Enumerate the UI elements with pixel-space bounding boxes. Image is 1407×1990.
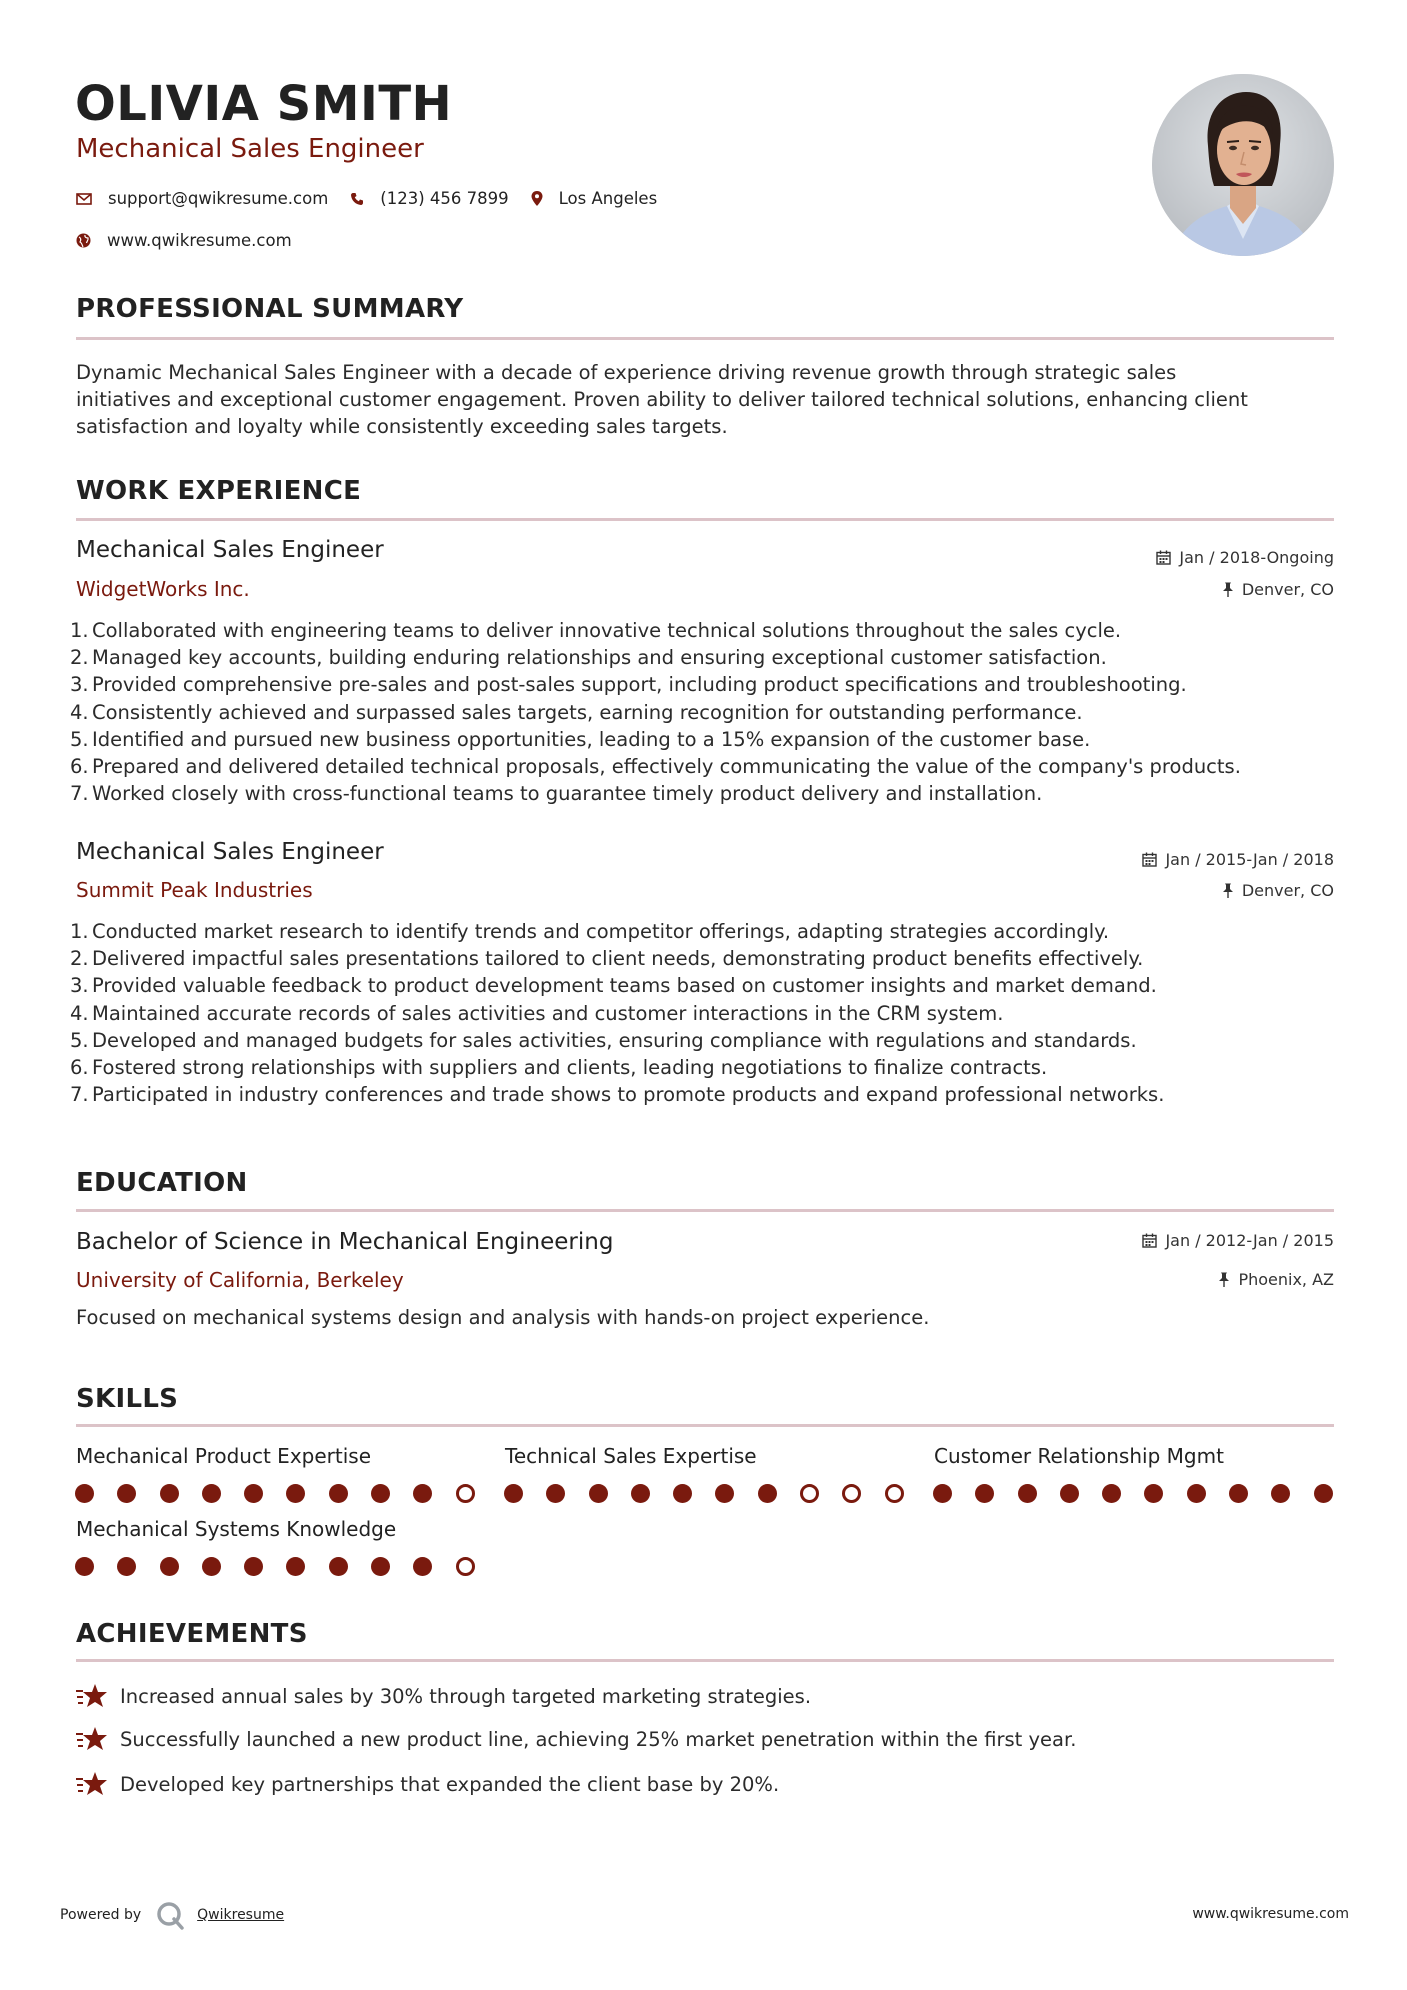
footer-powered-by [60, 1900, 284, 1930]
job-bullet: Participated in industry conferences and trade shows to promote products and expand professional networks. [92, 1083, 1165, 1107]
rating-dot-empty [885, 1484, 904, 1503]
skill-item [505, 1444, 915, 1503]
contact-row-1 [76, 189, 679, 208]
rating-dot-filled [589, 1484, 608, 1503]
job-title: Mechanical Sales Engineer [76, 537, 384, 563]
skill-name: Mechanical Systems Knowledge [76, 1517, 397, 1541]
rating-dot-filled [202, 1557, 221, 1576]
job-location [1222, 580, 1334, 599]
education-location [1218, 1270, 1334, 1289]
envelope-icon [76, 193, 92, 205]
job-location-text: Denver, CO [1241, 580, 1334, 599]
skill-item [76, 1444, 486, 1503]
rating-dot-filled [371, 1484, 390, 1503]
website-item[interactable] [76, 231, 292, 250]
rating-dot-empty [800, 1484, 819, 1503]
profile-photo [1152, 74, 1334, 256]
footer-website[interactable]: www.qwikresume.com [1192, 1906, 1349, 1922]
skill-name: Technical Sales Expertise [505, 1444, 757, 1468]
skills-divider [76, 1424, 1334, 1427]
rating-dot-filled [286, 1557, 305, 1576]
qwikresume-logo-icon [155, 1900, 185, 1930]
job-bullet: Fostered strong relationships with suppliers and clients, leading negotiations to finalize contracts. [92, 1056, 1048, 1080]
rating-dot-filled [1314, 1484, 1333, 1503]
rating-dot-filled [286, 1484, 305, 1503]
job-bullet: Developed and managed budgets for sales activities, ensuring compliance with regulations and standards. [92, 1028, 1137, 1052]
rating-dot-filled [1271, 1484, 1290, 1503]
job-bullets [70, 918, 1350, 1108]
achievement-text: Successfully launched a new product line, achieving 25% market penetration within the first year. [120, 1727, 1077, 1751]
skill-name: Customer Relationship Mgmt [934, 1444, 1224, 1468]
achievement-item [76, 1771, 779, 1797]
job-bullet: Provided valuable feedback to product development teams based on customer insights and market demand. [92, 974, 1157, 998]
skill-rating [504, 1484, 915, 1503]
contact-row-2 [76, 231, 314, 250]
education-location-text: Phoenix, AZ [1238, 1270, 1334, 1289]
job-bullet: Delivered impactful sales presentations tailored to client needs, demonstrating product benefits effectively. [92, 947, 1144, 971]
job-bullet: Collaborated with engineering teams to deliver innovative technical solutions throughout the sales cycle. [92, 619, 1122, 642]
rating-dot-filled [715, 1484, 734, 1503]
rating-dot-filled [758, 1484, 777, 1503]
phone-item[interactable] [350, 189, 508, 208]
school-name: University of California, Berkeley [76, 1268, 404, 1292]
qwikresume-link[interactable]: Qwikresume [197, 1907, 285, 1923]
rating-dot-filled [975, 1484, 994, 1503]
skill-item [934, 1444, 1344, 1503]
job-company: Summit Peak Industries [76, 878, 313, 902]
summary-line: Dynamic Mechanical Sales Engineer with a decade of experience driving revenue growth through strategic sales [76, 361, 1177, 384]
rating-dot-filled [631, 1484, 650, 1503]
rating-dot-filled [1060, 1484, 1079, 1503]
job-company: WidgetWorks Inc. [76, 577, 250, 601]
powered-by-label: Powered by [60, 1907, 142, 1923]
skill-item [76, 1517, 486, 1576]
rating-dot-filled [504, 1484, 523, 1503]
calendar-icon [1156, 550, 1171, 565]
skills-heading: SKILLS [76, 1384, 179, 1414]
email-item[interactable] [76, 189, 328, 208]
star-award-icon [76, 1683, 108, 1709]
calendar-icon [1142, 1233, 1157, 1248]
rating-dot-filled [413, 1557, 432, 1576]
rating-dot-filled [1018, 1484, 1037, 1503]
rating-dot-empty [456, 1484, 475, 1503]
job-dates-text: Jan / 2018-Ongoing [1179, 548, 1334, 567]
job-bullet: Maintained accurate records of sales activities and customer interactions in the CRM system. [92, 1001, 1004, 1025]
achievements-heading: ACHIEVEMENTS [76, 1619, 308, 1649]
achievement-item [76, 1726, 1076, 1752]
job-title: Mechanical Sales Engineer [76, 839, 384, 865]
achievements-divider [76, 1659, 1334, 1662]
rating-dot-filled [933, 1484, 952, 1503]
education-divider [76, 1209, 1334, 1212]
pushpin-icon [1218, 1272, 1230, 1287]
globe-icon [76, 233, 91, 248]
education-dates [1142, 1231, 1334, 1250]
job-bullet: Prepared and delivered detailed technical proposals, effectively communicating the value of the company's products. [92, 755, 1241, 779]
rating-dot-filled [202, 1484, 221, 1503]
rating-dot-filled [1102, 1484, 1121, 1503]
location-item [531, 189, 658, 208]
achievement-text: Increased annual sales by 30% through targeted marketing strategies. [120, 1684, 812, 1708]
pushpin-icon [1222, 582, 1234, 597]
rating-dot-filled [160, 1484, 179, 1503]
rating-dot-filled [1187, 1484, 1206, 1503]
candidate-name: OLIVIA SMITH [75, 76, 453, 132]
education-heading: EDUCATION [76, 1168, 248, 1198]
rating-dot-filled [546, 1484, 565, 1503]
job-location [1222, 881, 1334, 900]
summary-heading: PROFESSIONAL SUMMARY [76, 294, 464, 324]
job-bullet: Consistently achieved and surpassed sales targets, earning recognition for outstanding performance. [92, 700, 1083, 724]
map-pin-icon [531, 191, 543, 206]
star-award-icon [76, 1771, 108, 1797]
experience-heading: WORK EXPERIENCE [76, 476, 362, 506]
rating-dot-filled [371, 1557, 390, 1576]
rating-dot-filled [244, 1484, 263, 1503]
job-dates [1156, 548, 1334, 567]
rating-dot-filled [1229, 1484, 1248, 1503]
summary-divider [76, 337, 1334, 340]
calendar-icon [1142, 852, 1157, 867]
rating-dot-filled [117, 1484, 136, 1503]
candidate-title: Mechanical Sales Engineer [76, 134, 424, 164]
job-dates-text: Jan / 2015-Jan / 2018 [1165, 850, 1334, 869]
rating-dot-filled [329, 1557, 348, 1576]
rating-dot-filled [413, 1484, 432, 1503]
rating-dot-filled [117, 1557, 136, 1576]
rating-dot-filled [160, 1557, 179, 1576]
job-bullet: Worked closely with cross-functional teams to guarantee timely product delivery and installation. [92, 782, 1043, 806]
job-bullet: Conducted market research to identify trends and competitor offerings, adapting strategies accordingly. [92, 920, 1110, 943]
pushpin-icon [1222, 883, 1234, 898]
rating-dot-empty [842, 1484, 861, 1503]
education-description: Focused on mechanical systems design and analysis with hands-on project experience. [76, 1306, 930, 1329]
job-bullets [70, 617, 1350, 807]
job-dates [1142, 850, 1334, 869]
summary-text [76, 359, 1338, 440]
email-text: support@qwikresume.com [108, 189, 329, 208]
degree-title: Bachelor of Science in Mechanical Engineering [76, 1229, 614, 1255]
rating-dot-filled [1144, 1484, 1163, 1503]
job-location-text: Denver, CO [1241, 881, 1334, 900]
rating-dot-filled [75, 1557, 94, 1576]
job-bullet: Provided comprehensive pre-sales and post-sales support, including product specifications and troubleshooting. [92, 673, 1187, 697]
summary-line: initiatives and exceptional customer engagement. Proven ability to deliver tailored technical solutions, enhancing client [76, 388, 1248, 411]
location-text: Los Angeles [558, 189, 658, 208]
rating-dot-filled [75, 1484, 94, 1503]
website-text: www.qwikresume.com [107, 231, 292, 250]
experience-divider [76, 518, 1334, 521]
rating-dot-empty [456, 1557, 475, 1576]
achievement-text: Developed key partnerships that expanded the client base by 20%. [120, 1772, 780, 1796]
achievement-item [76, 1683, 811, 1709]
summary-line: satisfaction and loyalty while consistently exceeding sales targets. [76, 415, 728, 438]
rating-dot-filled [673, 1484, 692, 1503]
skill-rating [75, 1557, 486, 1576]
skill-rating [933, 1484, 1344, 1503]
job-bullet: Managed key accounts, building enduring relationships and ensuring exceptional customer satisfaction. [92, 646, 1107, 670]
phone-icon [350, 192, 364, 206]
rating-dot-filled [244, 1557, 263, 1576]
skill-name: Mechanical Product Expertise [76, 1444, 371, 1468]
rating-dot-filled [329, 1484, 348, 1503]
job-bullet: Identified and pursued new business opportunities, leading to a 15% expansion of the customer base. [92, 727, 1091, 751]
skill-rating [75, 1484, 486, 1503]
education-dates-text: Jan / 2012-Jan / 2015 [1165, 1231, 1334, 1250]
phone-text: (123) 456 7899 [380, 189, 509, 208]
star-award-icon [76, 1726, 108, 1752]
